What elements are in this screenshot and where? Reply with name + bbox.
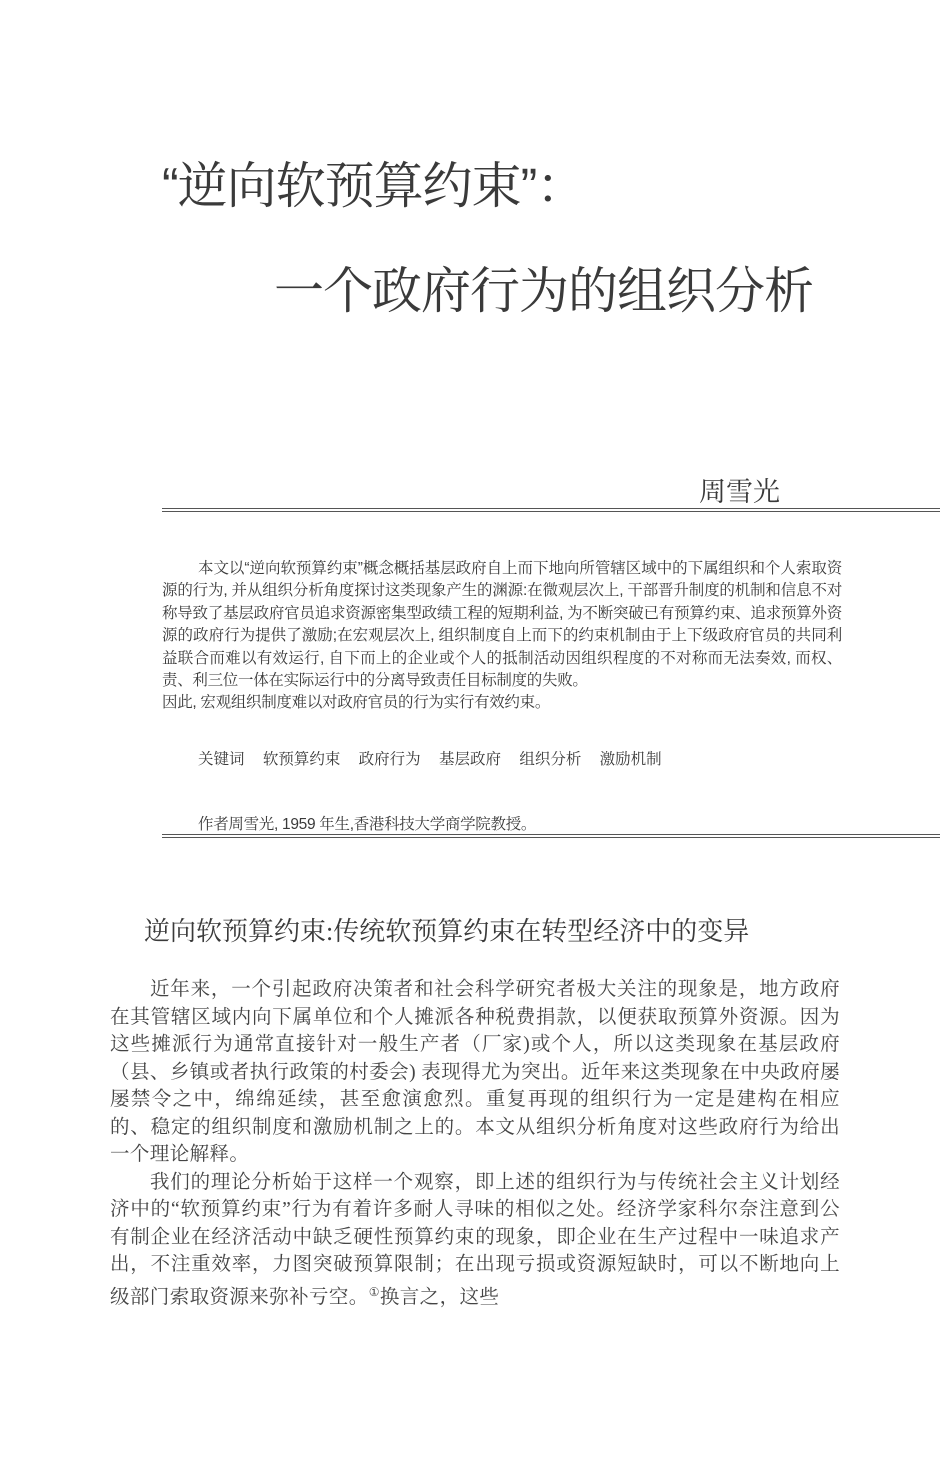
- bottom-double-rule: [162, 834, 940, 838]
- author-note: 作者周雪光, 1959 年生,香港科技大学商学院教授。: [198, 816, 537, 833]
- abstract-paragraph-2: 因此, 宏观组织制度难以对政府官员的行为实行有效约束。: [162, 694, 551, 712]
- body-text: [110, 976, 840, 1311]
- body-paragraph-2: [110, 1169, 840, 1312]
- top-double-rule: [162, 508, 940, 512]
- abstract: [162, 558, 842, 715]
- section-heading: 逆向软预算约束:传统软预算约束在转型经济中的变异: [144, 917, 750, 946]
- title-line-1: “逆向软预算约束”：: [162, 158, 586, 214]
- keywords-line: [198, 748, 676, 772]
- abstract-paragraph-1: 本文以“逆向软预算约束”概念概括基层政府自上而下地向所管辖区域中的下属组织和个人索取资源的行为, 并从组织分析角度探讨这类现象产生的渊源:在微观层次上, 干部晋升制度的机制和信息不对称导致了基层政府官员追求资源密集型政绩工程的短期利益, 为不断突破已有预算约束、追求预算外资源的政府行为提供了激励;在宏观层次上, 组织制度自上而下的约束机制由于上下级政府官员的共同利益联合而难以有效运行, 自下而上的企业或个人的抵制活动因组织程度的不对称而无法奏效, 而权、责、利三位一体在实际运行中的分离导致责任目标制度的失败。: [162, 560, 842, 690]
- keywords-label: 关键词: [198, 751, 245, 768]
- keyword-item: 激励机制: [599, 751, 662, 768]
- footnote-marker[interactable]: ①: [368, 1284, 380, 1299]
- body-paragraph-1: 近年来，一个引起政府决策者和社会科学研究者极大关注的现象是，地方政府在其管辖区域内向下属单位和个人摊派各种税费捐款，以便获取预算外资源。因为这些摊派行为通常直接针对一般生产者（厂家)或个人，所以这类现象在基层政府（县、乡镇或者执行政策的村委会) 表现得尤为突出。近年来这类现象在中央政府屡屡禁令之中，绵绵延续，甚至愈演愈烈。重复再现的组织行为一定是建构在相应的、稳定的组织制度和激励机制之上的。本文从组织分析角度对这些政府行为给出一个理论解释。: [110, 979, 840, 1165]
- title-line-2: 一个政府行为的组织分析: [274, 263, 813, 319]
- author-name: 周雪光: [699, 477, 780, 507]
- body-paragraph-2-text: 我们的理论分析始于这样一个观察，即上述的组织行为与传统社会主义计划经济中的“软预算约束”行为有着许多耐人寻味的相似之处。经济学家科尔奈注意到公有制企业在经济活动中缺乏硬性预算约束的现象，即企业在生产过程中一味追求产出，不注重效率，力图突破预算限制；在出现亏损或资源短缺时，可以不断地向上级部门索取资源来弥补亏空。: [110, 1171, 840, 1308]
- body-paragraph-2-continuation: 换言之，这些: [379, 1286, 500, 1308]
- keyword-item: 基层政府: [438, 751, 501, 768]
- keyword-item: 政府行为: [358, 751, 421, 768]
- keyword-item: 软预算约束: [262, 751, 341, 768]
- keyword-item: 组织分析: [519, 751, 582, 768]
